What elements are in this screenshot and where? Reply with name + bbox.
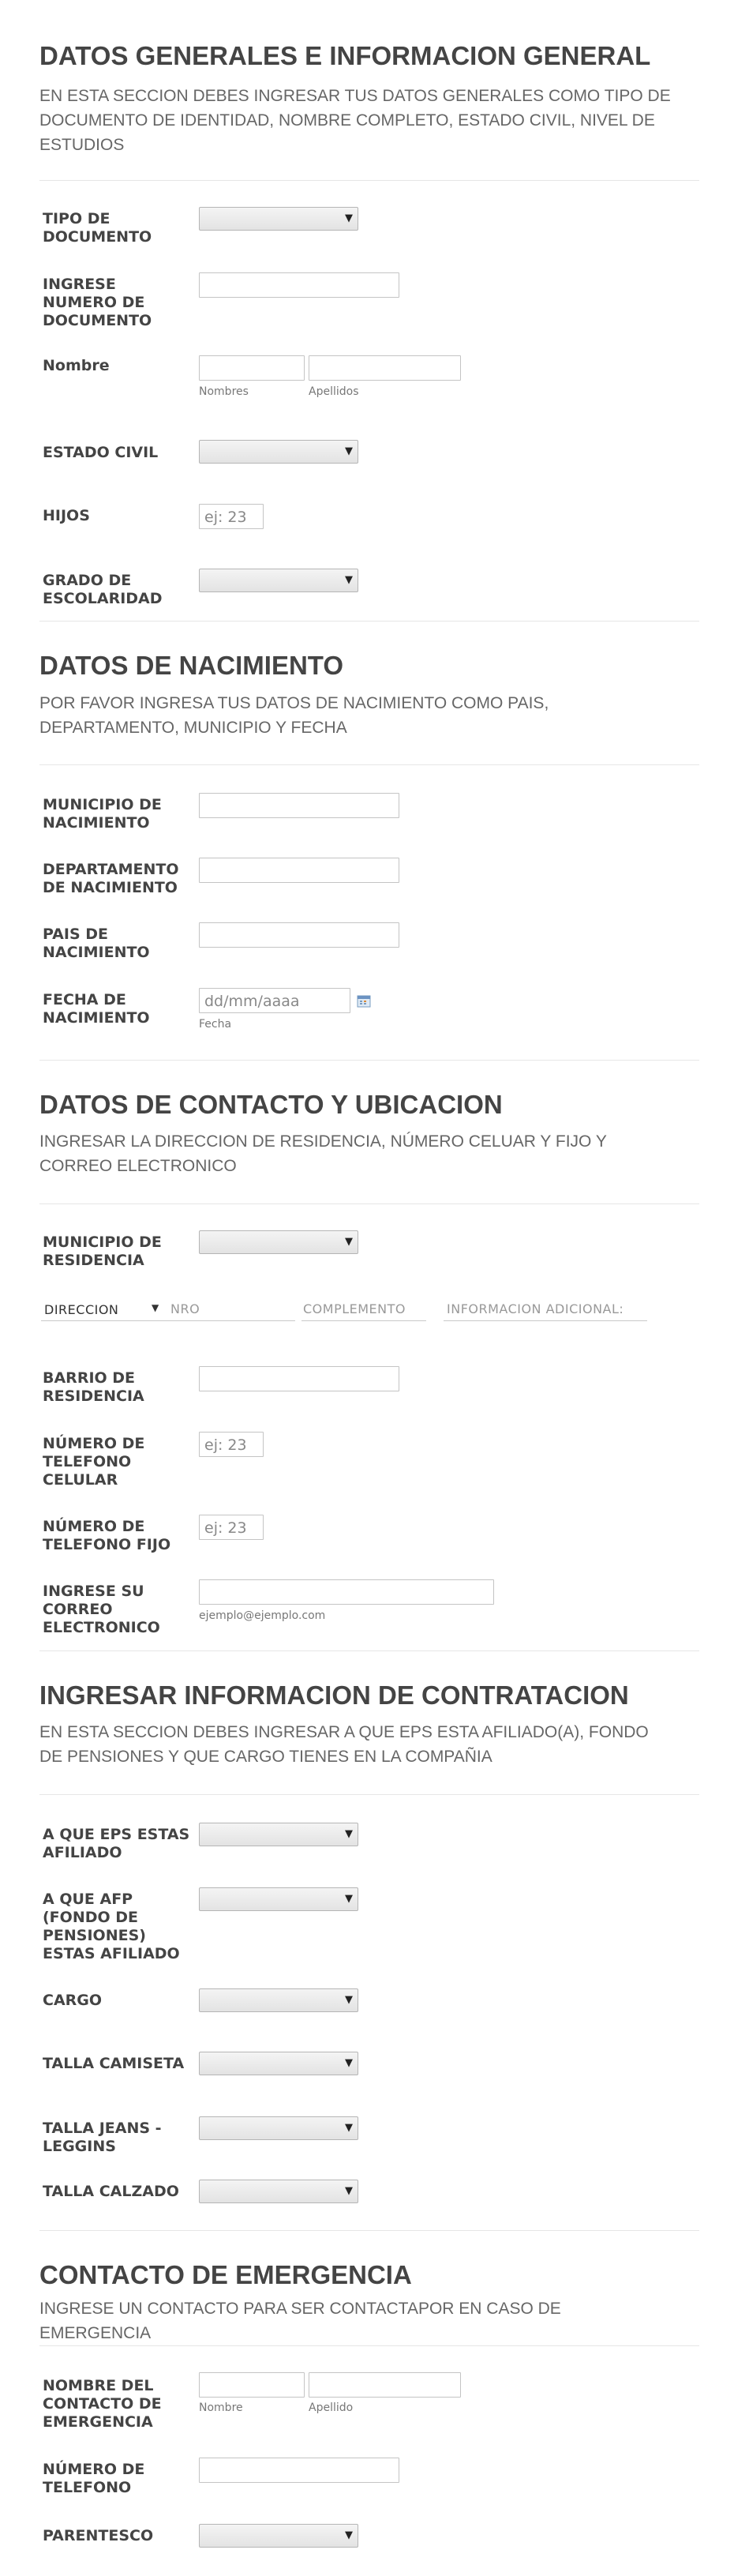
estado-civil-select[interactable] (199, 440, 358, 464)
label-tipo-documento: TIPO DE DOCUMENTO (43, 210, 152, 246)
telefono-emergencia-input[interactable] (199, 2458, 399, 2483)
section-description-contratacion: EN ESTA SECCION DEBES INGRESAR A QUE EPS ESTA AFILIADO(A), FONDO DE PENSIONES Y QUE CARGO TIENES EN LA COMPAÑIA (39, 1723, 649, 1766)
label-estado-civil: ESTADO CIVIL (43, 444, 159, 461)
label-numero-documento: INGRESE NUMERO DE DOCUMENTO (43, 276, 152, 329)
jeans-select[interactable] (199, 2116, 358, 2140)
municipio-residencia-select[interactable] (199, 1230, 358, 1254)
hijos-placeholder: ej: 23 (204, 509, 247, 526)
section-description-general: EN ESTA SECCION DEBES INGRESAR TUS DATOS GENERALES COMO TIPO DE DOCUMENTO DE IDENTIDAD, NOMBRE COMPLETO, ESTADO CIVIL, NIVEL DE ESTUDIOS (39, 87, 671, 154)
divider (39, 1794, 699, 1795)
camiseta-select[interactable] (199, 2052, 358, 2075)
direccion-underline (41, 1320, 167, 1321)
eps-select[interactable] (199, 1823, 358, 1846)
calzado-select[interactable] (199, 2180, 358, 2203)
label-municipio-residencia: MUNICIPIO DE RESIDENCIA (43, 1234, 162, 1269)
celular-input[interactable] (199, 1432, 264, 1457)
divider (39, 1650, 699, 1651)
label-cargo: CARGO (43, 1992, 103, 2009)
label-telefono-emergencia: NÚMERO DE TELEFONO (43, 2461, 145, 2496)
tipo-documento-select[interactable] (199, 207, 358, 231)
cargo-select[interactable] (199, 1988, 358, 2012)
fecha-sublabel: Fecha (199, 1018, 232, 1031)
chevron-down-icon: ▼ (345, 2529, 353, 2541)
correo-sublabel: ejemplo@ejemplo.com (199, 1609, 326, 1622)
fijo-input[interactable] (199, 1515, 264, 1540)
chevron-down-icon: ▼ (345, 574, 353, 586)
direccion-type-select[interactable] (41, 1299, 167, 1320)
last-name-sublabel: Apellidos (309, 385, 359, 398)
correo-input[interactable] (199, 1579, 494, 1605)
section-title-contratacion: INGRESAR INFORMACION DE CONTRATACION (39, 1680, 629, 1710)
label-camiseta: TALLA CAMISETA (43, 2055, 185, 2072)
numero-documento-input[interactable] (199, 272, 399, 298)
chevron-down-icon: ▼ (345, 1893, 353, 1905)
chevron-down-icon: ▼ (345, 212, 353, 224)
label-nombre-contacto: NOMBRE DEL CONTACTO DE EMERGENCIA (43, 2377, 162, 2431)
calendar-icon[interactable] (357, 994, 371, 1008)
section-description-nacimiento: POR FAVOR INGRESA TUS DATOS DE NACIMIENTO COMO PAIS, DEPARTAMENTO, MUNICIPIO Y FECHA (39, 694, 549, 737)
emergency-first-name-sublabel: Nombre (199, 2401, 243, 2414)
label-celular: NÚMERO DE TELEFONO CELULAR (43, 1435, 145, 1489)
chevron-down-icon: ▼ (345, 1994, 353, 2006)
label-calzado: TALLA CALZADO (43, 2183, 179, 2200)
divider (39, 2230, 699, 2231)
pais-nacimiento-input[interactable] (199, 922, 399, 948)
emergency-first-name-input[interactable] (199, 2372, 305, 2398)
section-title-contacto: DATOS DE CONTACTO Y UBICACION (39, 1090, 503, 1119)
fecha-nacimiento-input[interactable] (199, 988, 350, 1013)
label-fijo: NÚMERO DE TELEFONO FIJO (43, 1518, 171, 1553)
escolaridad-select[interactable] (199, 569, 358, 592)
section-title-general: DATOS GENERALES E INFORMACION GENERAL (39, 41, 651, 70)
chevron-down-icon: ▼ (152, 1302, 159, 1313)
label-fecha-nacimiento: FECHA DE NACIMIENTO (43, 991, 150, 1027)
section-title-emergencia: CONTACTO DE EMERGENCIA (39, 2260, 412, 2289)
complemento-placeholder: COMPLEMENTO (303, 1301, 406, 1316)
label-pais-nacimiento: PAIS DE NACIMIENTO (43, 926, 150, 961)
parentesco-select[interactable] (199, 2524, 358, 2548)
fijo-placeholder: ej: 23 (204, 1519, 247, 1537)
divider (39, 764, 699, 765)
label-parentesco: PARENTESCO (43, 2527, 154, 2544)
hijos-input[interactable] (199, 504, 264, 529)
label-jeans: TALLA JEANS - LEGGINS (43, 2120, 162, 2155)
divider (39, 180, 699, 181)
label-municipio-nacimiento: MUNICIPIO DE NACIMIENTO (43, 796, 162, 832)
nro-input[interactable] (167, 1320, 295, 1321)
label-departamento-nacimiento: DEPARTAMENTO DE NACIMIENTO (43, 861, 179, 896)
label-hijos: HIJOS (43, 507, 90, 524)
nro-placeholder: NRO (170, 1301, 200, 1316)
emergency-last-name-sublabel: Apellido (309, 2401, 354, 2414)
first-name-input[interactable] (199, 355, 305, 381)
label-nombre: Nombre (43, 357, 110, 374)
chevron-down-icon: ▼ (345, 1828, 353, 1840)
label-barrio: BARRIO DE RESIDENCIA (43, 1369, 144, 1405)
chevron-down-icon: ▼ (345, 2057, 353, 2069)
afp-select[interactable] (199, 1887, 358, 1911)
direccion-type-value: DIRECCION (44, 1302, 119, 1317)
divider (39, 1060, 699, 1061)
section-description-contacto: INGRESAR LA DIRECCION DE RESIDENCIA, NÚMERO CELUAR Y FIJO Y CORREO ELECTRONICO (39, 1132, 607, 1175)
adicional-input[interactable] (444, 1320, 647, 1321)
last-name-input[interactable] (309, 355, 461, 381)
first-name-sublabel: Nombres (199, 385, 249, 398)
municipio-nacimiento-input[interactable] (199, 793, 399, 818)
celular-placeholder: ej: 23 (204, 1436, 247, 1454)
complemento-input[interactable] (301, 1320, 426, 1321)
departamento-nacimiento-input[interactable] (199, 858, 399, 883)
section-title-nacimiento: DATOS DE NACIMIENTO (39, 651, 344, 680)
barrio-input[interactable] (199, 1366, 399, 1391)
chevron-down-icon: ▼ (345, 2185, 353, 2197)
fecha-placeholder: dd/mm/aaaa (204, 993, 300, 1010)
label-eps: A QUE EPS ESTAS AFILIADO (43, 1826, 190, 1861)
chevron-down-icon: ▼ (345, 2122, 353, 2134)
chevron-down-icon: ▼ (345, 445, 353, 457)
emergency-last-name-input[interactable] (309, 2372, 461, 2398)
label-escolaridad: GRADO DE ESCOLARIDAD (43, 572, 163, 607)
label-correo: INGRESE SU CORREO ELECTRONICO (43, 1583, 160, 1636)
adicional-placeholder: INFORMACION ADICIONAL: (447, 1301, 624, 1316)
chevron-down-icon: ▼ (345, 1236, 353, 1248)
section-description-emergencia: INGRESE UN CONTACTO PARA SER CONTACTAPOR EN CASO DE EMERGENCIA (39, 2300, 561, 2342)
divider (39, 2345, 699, 2346)
label-afp: A QUE AFP (FONDO DE PENSIONES) ESTAS AFILIADO (43, 1891, 180, 1962)
